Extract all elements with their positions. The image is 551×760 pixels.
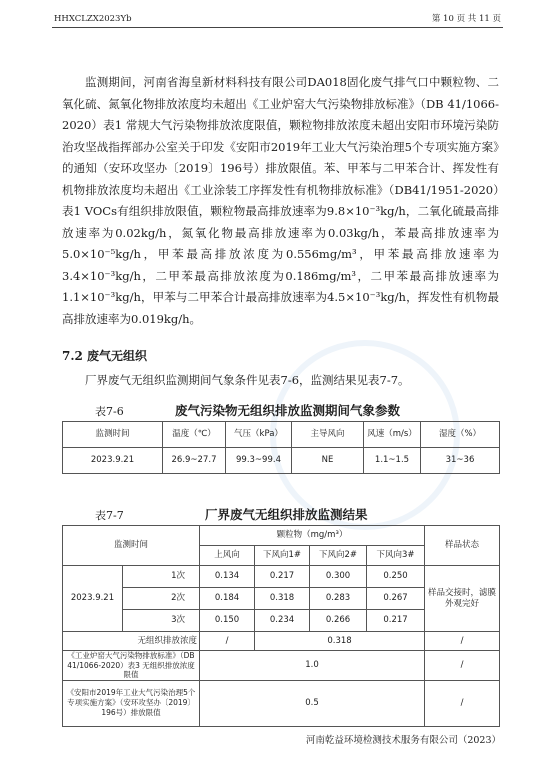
header-cell: 下风向3#	[367, 546, 425, 566]
table-cell: /	[425, 651, 500, 681]
table-7-6-caption: 表7-6	[95, 405, 124, 418]
page-footer: 河南乾益环境检测技术服务有限公司（2023）	[305, 735, 501, 746]
table-cell: 2023.9.21	[63, 448, 163, 474]
header-cell: 湿度（%）	[421, 422, 500, 448]
weather-table	[62, 421, 500, 474]
table-cell: 0.267	[367, 588, 425, 610]
table-cell: 26.9~27.7	[163, 448, 226, 474]
table-cell: /	[425, 680, 500, 726]
table-cell: 0.217	[367, 610, 425, 632]
table-row	[63, 448, 500, 474]
table-cell: 样品交接时，滤膜外观完好	[425, 566, 500, 632]
table-cell: 0.300	[310, 566, 367, 588]
table-7-7-title: 厂界废气无组织排放监测结果	[205, 507, 368, 522]
header-cell: 温度（℃）	[163, 422, 226, 448]
header-cell: 气压（kPa）	[226, 422, 292, 448]
results-table	[62, 525, 500, 727]
table-cell: 0.5	[200, 680, 425, 726]
header-cell: 风速（m/s）	[364, 422, 421, 448]
intro-paragraph: 厂界废气无组织监测期间气象条件见表7-6，监测结果见表7-7。	[85, 373, 410, 387]
table-cell: 0.234	[255, 610, 310, 632]
table-header-row	[63, 422, 500, 448]
table-cell: 1.0	[200, 651, 425, 681]
table-cell: /	[200, 632, 255, 651]
header-cell: 主导风向	[292, 422, 364, 448]
table-cell: 0.283	[310, 588, 367, 610]
table-cell: 0.318	[255, 588, 310, 610]
header-cell: 下风向1#	[255, 546, 310, 566]
table-cell: 0.184	[200, 588, 255, 610]
table-cell: 《工业炉窑大气污染物排放标准》（DB 41/1066-2020）表3 无组织排放浓度限值	[63, 651, 200, 681]
table-row	[63, 651, 500, 681]
table-row	[63, 680, 500, 726]
table-7-6-title: 废气污染物无组织排放监测期间气象参数	[175, 403, 401, 418]
table-cell: 1.1~1.5	[364, 448, 421, 474]
table-cell: 0.266	[310, 610, 367, 632]
table-row	[63, 632, 500, 651]
table-row	[63, 566, 500, 588]
table-cell: 0.217	[255, 566, 310, 588]
table-header-row	[63, 526, 500, 546]
monitoring-paragraph: 监测期间，河南省海皇新材料科技有限公司DA018固化废气排气口中颗粒物、二氧化硫、氮氧化物排放浓度均未超出《工业炉窑大气污染物排放标准》（DB 41/1066-2020）表1 常规大气污染物排放浓度限值，颗粒物排放浓度未超出安阳市环境污染防治攻坚战指挥部办公室关于印发《安阳市2019年工业大气污染治理5个专项实施方案》的通知（安环攻坚办〔2019〕196号）排放限值。苯、甲苯与二甲苯合计、挥发性有机物排放浓度均未超出《工业涂装工序挥发性有机物排放标准》（DB41/1951-2020）表1 VOCs有组织排放限值，颗粒物最高排放速率为9.8×10⁻³kg/h，二氧化硫最高排放速率为0.02kg/h，氮氧化物最高排放速率为0.03kg/h，苯最高排放速率为5.0×10⁻⁵kg/h，甲苯最高排放浓度为0.556mg/m³，甲苯最高排放速率为3.4×10⁻³kg/h，二甲苯最高排放浓度为0.186mg/m³，二甲苯最高排放速率为1.1×10⁻³kg/h，甲苯与二甲苯合计最高排放速率为4.5×10⁻³kg/h，挥发性有机物最高排放速率为0.019kg/h。	[62, 75, 499, 326]
table-cell: NE	[292, 448, 364, 474]
table-cell: 99.3~99.4	[226, 448, 292, 474]
header-cell: 监测时间	[63, 422, 163, 448]
table-cell: 1次	[123, 566, 200, 588]
page-header	[52, 12, 503, 28]
header-cell: 上风向	[200, 546, 255, 566]
table-cell: 0.134	[200, 566, 255, 588]
table-cell: 2023.9.21	[63, 566, 123, 632]
table-cell: 《安阳市2019年工业大气污染治理5个专项实施方案》（安环攻坚办〔2019〕196号）排放限值	[63, 680, 200, 726]
table-cell: 0.150	[200, 610, 255, 632]
table-cell: 2次	[123, 588, 200, 610]
table-cell: 0.250	[367, 566, 425, 588]
header-cell: 样品状态	[425, 526, 500, 566]
table-cell: 无组织排放浓度	[63, 632, 200, 651]
table-7-7-caption: 表7-7	[95, 509, 124, 522]
table-cell: 31~36	[421, 448, 500, 474]
section-heading: 7.2 废气无组织	[62, 349, 148, 363]
table-cell: 0.318	[255, 632, 425, 651]
header-cell: 监测时间	[63, 526, 200, 566]
table-cell: 3次	[123, 610, 200, 632]
header-cell: 下风向2#	[310, 546, 367, 566]
header-cell: 颗粒物（mg/m³）	[200, 526, 425, 546]
document-id: HHXCLZX2023Yb	[54, 14, 132, 24]
page-info: 第 10 页 共 11 页	[431, 14, 501, 24]
table-cell: /	[425, 632, 500, 651]
